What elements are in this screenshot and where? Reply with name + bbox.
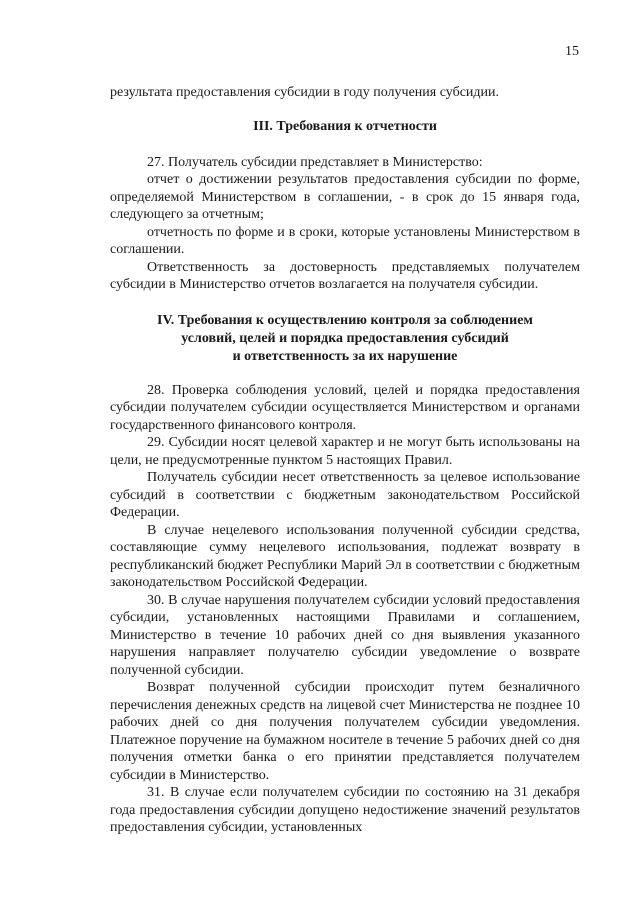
paragraph-29: 29. Субсидии носят целевой характер и не могут быть использованы на цели, не предусмотренные пунктом 5 настоящих Правил. (110, 435, 580, 468)
paragraph-27: 27. Получатель субсидии представляет в Министерство: (147, 154, 483, 170)
paragraph-target-use: Получатель субсидии несет ответственность за целевое использование субсидий в соответствии с бюджетным законодательством Российской Федерации. (110, 470, 580, 520)
paragraph-28: 28. Проверка соблюдения условий, целей и порядка предоставления субсидии получателем субсидии осуществляется Министерством и органами государственного финансового контроля. (110, 382, 580, 433)
paragraph-misuse: В случае нецелевого использования полученной субсидии средства, составляющие сумму нецелевого использования, подлежат возврату в республиканский бюджет Республики Марий Эл в соответствии с бюджетным законодательством Российской Федерации. (110, 522, 580, 590)
section-heading-iv-line2: условий, целей и порядка предоставления субсидий (181, 330, 509, 346)
section-heading-iv-line1: IV. Требования к осуществлению контроля за соблюдением (157, 312, 533, 328)
paragraph-refund: Возврат полученной субсидии происходит путем безналичного перечисления денежных средств на лицевой счет Министерства не позднее 10 рабочих дней со дня получения получателем субсидии уведомления. Платежное поручение на бумажном носителе в течение 5 рабочих дней со дня получения отметки банка о его принятии представляется получателем субсидии в Министерство. (110, 680, 580, 783)
paragraph-report: отчет о достижении результатов предоставления субсидии по форме, определяемой Министерством в соглашении, - в срок до 15 января года, следующего за отчетным; (110, 172, 580, 222)
page-number: 15 (565, 44, 579, 59)
paragraph-reporting-form: отчетность по форме и в сроки, которые установлены Министерством в соглашении. (110, 224, 580, 257)
section-heading-iii: III. Требования к отчетности (253, 118, 437, 134)
section-heading-iv (110, 312, 580, 366)
paragraph-continuation: результата предоставления субсидии в году получения субсидии. (110, 85, 500, 100)
paragraph-31: 31. В случае если получателем субсидии по состоянию на 31 декабря года предоставления субсидии допущено недостижение значений результатов предоставления субсидии, установленных (110, 785, 580, 835)
document-body (110, 84, 580, 837)
paragraph-responsibility: Ответственность за достоверность представляемых получателем субсидии в Министерство отчетов возлагается на получателя субсидии. (110, 259, 580, 292)
paragraph-30: 30. В случае нарушения получателем субсидии условий предоставления субсидии, установленных настоящими Правилами и соглашением, Министерство в течение 10 рабочих дней со дня выявления указанного нарушения направляет получателю субсидии уведомление о возврате полученной субсидии. (110, 592, 580, 678)
section-heading-iv-line3: и ответственность за их нарушение (232, 348, 458, 364)
